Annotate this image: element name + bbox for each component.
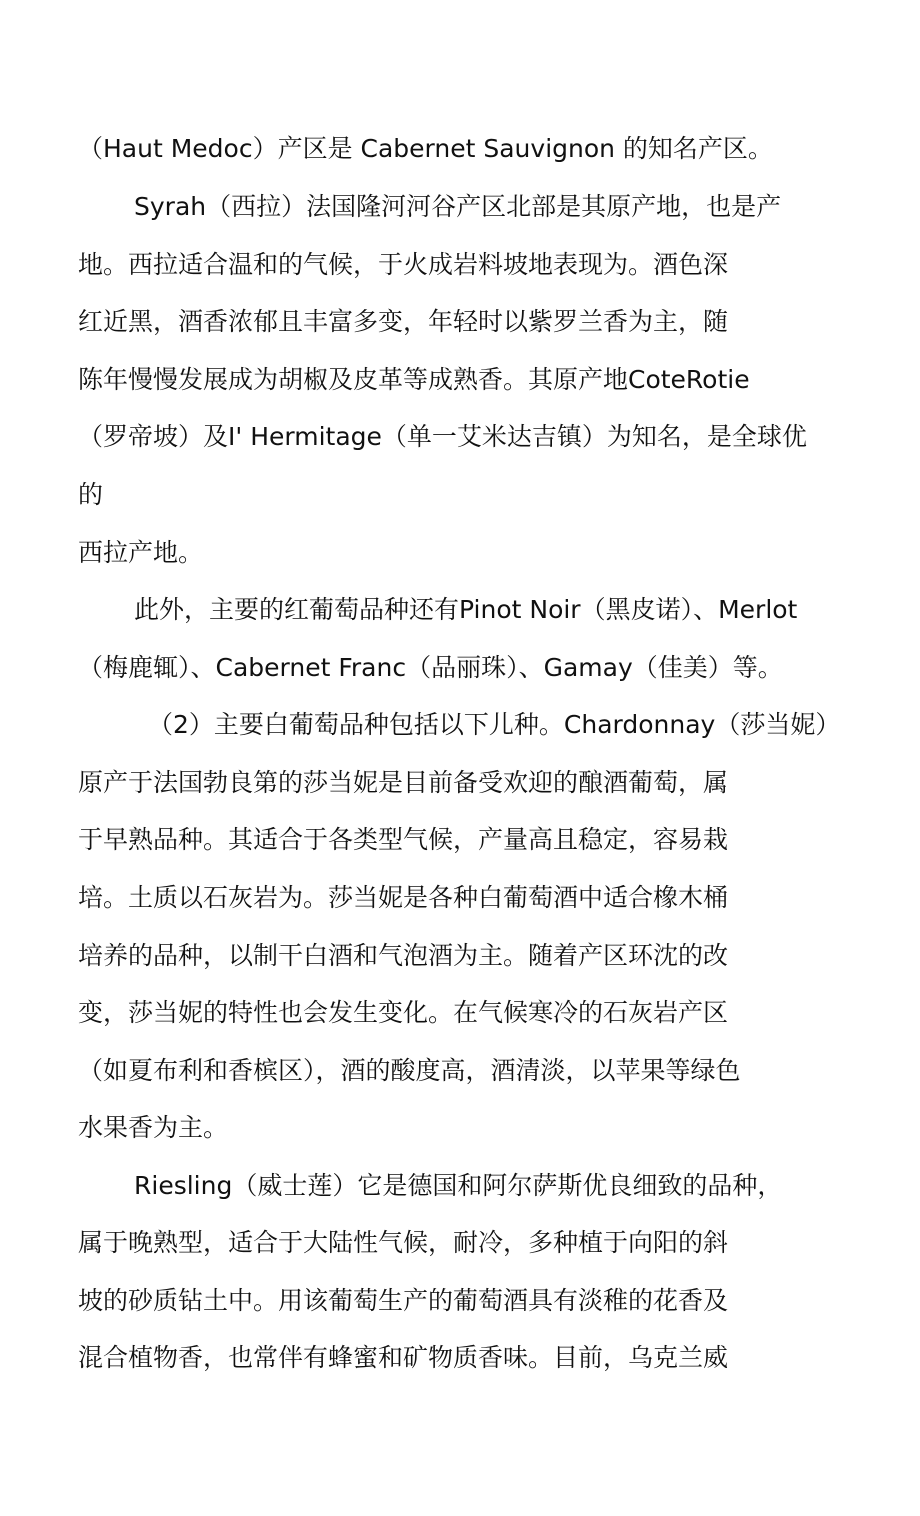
text-line: 培养的品种，以制干白酒和气泡酒为主。随着产区环沈的改	[78, 941, 729, 970]
text-line: （如夏布利和香槟区），酒的酸度高，酒清淡，以苹果等绿色	[78, 1056, 741, 1085]
text-line: 地。西拉适合温和的气候，于火成岩料坡地表现为。酒色深	[78, 250, 729, 279]
text-line: （Haut Medoc）产区是 Cabernet Sauvignon 的知名产区。	[78, 134, 773, 163]
text-line: 混合植物香，也常伴有蜂蜜和矿物质香味。目前，乌克兰威	[78, 1343, 729, 1372]
text-line: 此外，主要的红葡萄品种还有Pinot Noir（黑皮诺）、Merlot	[134, 595, 798, 624]
text-line: 培。土质以石灰岩为。莎当妮是各种白葡萄酒中适合橡木桶	[78, 883, 729, 912]
text-line: 红近黑，酒香浓郁且丰富多变，年轻时以紫罗兰香为主，随	[78, 307, 729, 336]
text-line: 陈年慢慢发展成为胡椒及皮革等成熟香。其原产地CoteRotie	[78, 365, 750, 394]
text-line: Syrah（西拉）法国隆河河谷产区北部是其原产地，也是产	[134, 192, 782, 221]
text-line: 属于晚熟型，适合于大陆性气候，耐冷，多种植于向阳的斜	[78, 1228, 729, 1257]
text-line: Riesling（威士莲）它是德国和阿尔萨斯优良细致的品种，	[134, 1171, 783, 1200]
text-line: （梅鹿辄）、Cabernet Franc（品丽珠）、Gamay（佳美）等。	[78, 653, 783, 682]
text-line: （2）主要白葡萄品种包括以下儿种。Chardonnay（莎当妮）	[148, 710, 841, 739]
text-line: 的	[78, 480, 104, 509]
text-line: （罗帝坡）及I' Hermitage（单一艾米达吉镇）为知名，是全球优	[78, 422, 807, 451]
text-line: 坡的砂质钻土中。用该葡萄生产的葡萄酒具有淡稚的花香及	[78, 1286, 729, 1315]
text-line: 于早熟品种。其适合于各类型气候，产量高且稳定，容易栽	[78, 825, 729, 854]
text-line: 西拉产地。	[78, 538, 204, 567]
text-line: 水果香为主。	[78, 1113, 229, 1142]
text-line: 原产于法国勃良第的莎当妮是目前备受欢迎的酿酒葡萄，属	[78, 768, 729, 797]
text-line: 变，莎当妮的特性也会发生变化。在气候寒冷的石灰岩产区	[78, 998, 729, 1027]
